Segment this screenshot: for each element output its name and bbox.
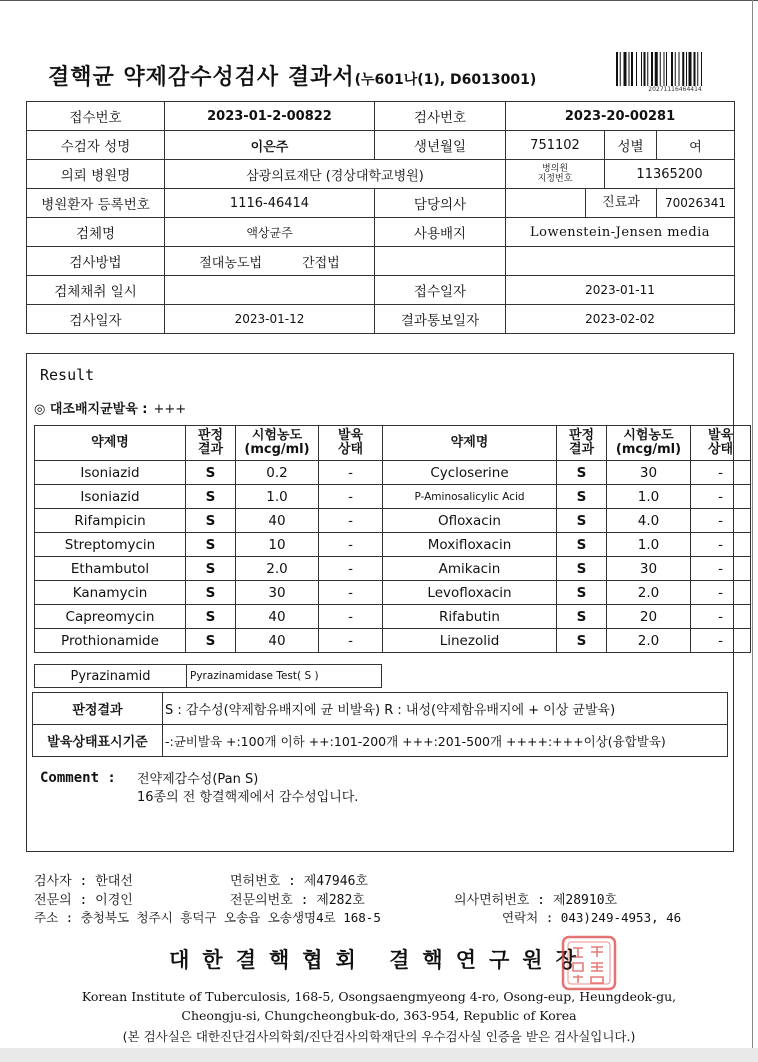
judge-result: S [186, 581, 236, 605]
receive-date-label: 접수일자 [375, 276, 506, 305]
medium-value: Lowenstein-Jensen media [506, 218, 735, 247]
growth-state: - [691, 557, 751, 581]
drug-name: Cycloserine [383, 461, 557, 485]
table-row [35, 557, 751, 581]
barcode-bar [624, 52, 627, 86]
judge-result: S [186, 485, 236, 509]
empty-cell-a [375, 247, 506, 276]
test-concentration: 2.0 [607, 629, 691, 653]
drug-name: Capreomycin [35, 605, 186, 629]
growth-state: - [691, 581, 751, 605]
barcode-bar [620, 52, 621, 86]
col-judge-right: 판정 결과 [557, 426, 607, 461]
barcode-bar [671, 52, 673, 86]
table-row [35, 629, 751, 653]
growth-state: - [319, 629, 383, 653]
result-heading: Result [40, 366, 95, 384]
test-concentration: 40 [236, 509, 319, 533]
judge-result: S [557, 557, 607, 581]
growth-state: - [691, 485, 751, 509]
receive-date-value: 2023-01-11 [506, 276, 735, 305]
judge-result: S [557, 485, 607, 509]
judge-result: S [186, 605, 236, 629]
growth-criteria-text: -:균비발육 +:100개 이하 ++:101-200개 +++:201-500개 ++++:+++이상(융합발육) [163, 725, 728, 757]
report-date-label: 결과통보일자 [375, 305, 506, 334]
hospital-value: 삼광의료재단 (경상대학교병원) [165, 160, 506, 189]
barcode-bar [701, 52, 702, 86]
col-drug-left: 약제명 [35, 426, 186, 461]
test-concentration: 1.0 [607, 485, 691, 509]
barcode-number: 20271116464414 [648, 86, 702, 93]
barcode-bar [644, 52, 646, 86]
drug-name: Ethambutol [35, 557, 186, 581]
comment-label: Comment : [40, 770, 116, 786]
collect-date-value [165, 276, 375, 305]
method-value-cell [165, 247, 375, 276]
growth-state: - [319, 581, 383, 605]
drug-name: Linezolid [383, 629, 557, 653]
official-seal-stamp [561, 935, 617, 991]
drug-name: Rifabutin [383, 605, 557, 629]
table-row [35, 509, 751, 533]
drug-name: Levofloxacin [383, 581, 557, 605]
test-concentration: 30 [236, 581, 319, 605]
contact: 연락처 : 043)249-4953, 46 [502, 910, 682, 925]
bottom-band [0, 1048, 758, 1062]
barcode-bar [660, 52, 661, 86]
col-judge-left: 판정 결과 [186, 426, 236, 461]
barcode-bar [694, 52, 696, 86]
specimen-label: 검체명 [27, 218, 165, 247]
test-concentration: 4.0 [607, 509, 691, 533]
sex-value: 여 [657, 131, 735, 160]
top-border-line [0, 0, 758, 1]
growth-state: - [691, 533, 751, 557]
growth-state: - [691, 509, 751, 533]
barcode-bar [641, 52, 642, 86]
sex-label: 성별 [605, 131, 657, 160]
table-row [35, 581, 751, 605]
judge-result: S [557, 629, 607, 653]
drug-name: Ofloxacin [383, 509, 557, 533]
specialist-no: 전문의번호 : 제282호 [230, 893, 365, 908]
judge-result: S [186, 509, 236, 533]
test-no-label: 검사번호 [375, 102, 506, 131]
judgement-label: 판정결과 [33, 693, 163, 725]
pyrazinamid-table [34, 664, 382, 688]
col-conc-right: 시험농도 (mcg/ml) [607, 426, 691, 461]
doctor-dept-cell [506, 189, 657, 218]
judge-result: S [186, 557, 236, 581]
comment-line-2: 16종의 전 항결핵제에서 감수성입니다. [137, 790, 359, 805]
hospital-label: 의뢰 병원명 [27, 160, 165, 189]
growth-state: - [691, 605, 751, 629]
examiner: 검사자 : 한대선 [34, 874, 133, 889]
document-title [48, 60, 536, 91]
license-no: 면허번호 : 제47946호 [230, 874, 368, 889]
barcode-bar [631, 52, 633, 86]
barcode-bar [616, 52, 618, 86]
birth-value: 751102 [506, 131, 605, 160]
drug-name: Moxifloxacin [383, 533, 557, 557]
title-code: (누601나(1), D6013001) [354, 72, 537, 88]
comment-line-1: 전약제감수성(Pan S) [137, 772, 259, 787]
growth-state: - [319, 605, 383, 629]
test-concentration: 40 [236, 629, 319, 653]
drug-susceptibility-table [34, 425, 751, 653]
test-concentration: 20 [607, 605, 691, 629]
judge-result: S [186, 629, 236, 653]
right-border-line [752, 0, 753, 1062]
title-main: 결핵균 약제감수성검사 결과서 [48, 65, 355, 90]
institute-name: 대한결핵협회 결핵연구원장 [169, 948, 589, 972]
test-no-value: 2023-20-00281 [506, 102, 735, 131]
barcode-bar [682, 52, 684, 86]
reg-no-value: 1116-46414 [165, 189, 375, 218]
test-date-value: 2023-01-12 [165, 305, 375, 334]
reg-no-label: 병원환자 등록번호 [27, 189, 165, 218]
barcode-bar [664, 52, 665, 86]
specialist: 전문의 : 이경인 [34, 893, 133, 908]
control-medium-label: ◎ 대조배지균발육 : [34, 402, 148, 417]
drug-name: Isoniazid [35, 485, 186, 509]
barcode-bar [679, 52, 680, 86]
test-concentration: 0.2 [236, 461, 319, 485]
drug-name: Kanamycin [35, 581, 186, 605]
receipt-no-value: 2023-01-2-00822 [165, 102, 375, 131]
header-info-table [26, 101, 735, 334]
dept-value: 70026341 [657, 189, 735, 218]
barcode-bar [636, 52, 637, 86]
barcode-bar [647, 52, 648, 86]
pyrazinamid-value: Pyrazinamidase Test( S ) [187, 665, 382, 688]
judge-result: S [557, 461, 607, 485]
doctor-label: 담당의사 [375, 189, 506, 218]
table-row [35, 485, 751, 509]
barcode-bar [655, 52, 658, 86]
barcode-bar [666, 52, 667, 86]
doctor-value [506, 189, 586, 217]
barcode-bar [689, 52, 692, 86]
growth-state: - [319, 533, 383, 557]
judge-result: S [186, 461, 236, 485]
growth-state: - [691, 629, 751, 653]
empty-cell-b [506, 247, 735, 276]
specimen-value: 액상균주 [165, 218, 375, 247]
test-concentration: 10 [236, 533, 319, 557]
certification-note: (본 검사실은 대한진단검사의학회/진단검사의학재단의 우수검사실 인증을 받은 검사실입니다.) [122, 1029, 636, 1044]
method-indirect: 간접법 [302, 255, 340, 271]
doctor-license-no: 의사면허번호 : 제28910호 [454, 893, 618, 908]
drug-name: Isoniazid [35, 461, 186, 485]
growth-state: - [319, 461, 383, 485]
test-concentration: 2.0 [236, 557, 319, 581]
control-medium-value: +++ [153, 402, 187, 417]
judge-result: S [557, 509, 607, 533]
method-absolute: 절대농도법 [199, 255, 263, 271]
col-growth-left: 발육 상태 [319, 426, 383, 461]
judge-result: S [557, 605, 607, 629]
test-concentration: 30 [607, 557, 691, 581]
test-concentration: 1.0 [236, 485, 319, 509]
test-concentration: 2.0 [607, 581, 691, 605]
collect-date-label: 검체채취 일시 [27, 276, 165, 305]
growth-state: - [319, 509, 383, 533]
growth-criteria-label: 발육상태표시기준 [33, 725, 163, 757]
judge-result: S [557, 533, 607, 557]
english-address-line-2: Cheongju-si, Chungcheongbuk-do, 363-954, Republic of Korea [181, 1008, 577, 1023]
col-drug-right: 약제명 [383, 426, 557, 461]
barcode-bar [686, 52, 687, 86]
barcode-image [616, 52, 734, 86]
drug-name: Rifampicin [35, 509, 186, 533]
table-row [35, 461, 751, 485]
address: 주소 : 충청북도 청주시 흥덕구 오송읍 오송생명4로 168-5 [34, 910, 381, 925]
result-box-bottom-line [26, 851, 734, 852]
pyrazinamid-label: Pyrazinamid [35, 665, 187, 688]
table-row [35, 605, 751, 629]
judge-result: S [186, 533, 236, 557]
growth-state: - [691, 461, 751, 485]
barcode-bar [675, 52, 676, 86]
judgement-text: S : 감수성(약제함유배지에 균 비발육) R : 내성(약제함유배지에 + 이상 균발육) [163, 693, 728, 725]
hospital-code-value: 11365200 [605, 160, 735, 189]
test-concentration: 30 [607, 461, 691, 485]
control-medium-line [34, 398, 186, 417]
english-address-line-1: Korean Institute of Tuberculosis, 168-5, Osongsaengmyeong 4-ro, Osong-eup, Heungdeok-gu, [81, 989, 677, 1004]
judgement-legend-table [32, 692, 728, 757]
test-concentration: 40 [236, 605, 319, 629]
report-date-value: 2023-02-02 [506, 305, 735, 334]
barcode-bar [651, 52, 653, 86]
col-growth-right: 발육 상태 [691, 426, 751, 461]
patient-name-value: 이은주 [165, 131, 375, 160]
growth-state: - [319, 557, 383, 581]
receipt-no-label: 접수번호 [27, 102, 165, 131]
drug-name: P-Aminosalicylic Acid [383, 485, 557, 509]
growth-state: - [319, 485, 383, 509]
barcode-bar [629, 52, 630, 86]
dept-label: 진료과 [602, 195, 640, 210]
drug-name: Streptomycin [35, 533, 186, 557]
medium-label: 사용배지 [375, 218, 506, 247]
birth-label: 생년월일 [375, 131, 506, 160]
barcode-bar [697, 52, 698, 86]
test-date-label: 검사일자 [27, 305, 165, 334]
col-conc-left: 시험농도 (mcg/ml) [236, 426, 319, 461]
drug-name: Amikacin [383, 557, 557, 581]
hospital-code-label: 병의원 지정번호 [506, 160, 605, 189]
table-row [35, 533, 751, 557]
drug-name: Prothionamide [35, 629, 186, 653]
method-label: 검사방법 [27, 247, 165, 276]
judge-result: S [557, 581, 607, 605]
patient-name-label: 수검자 성명 [27, 131, 165, 160]
test-concentration: 1.0 [607, 533, 691, 557]
